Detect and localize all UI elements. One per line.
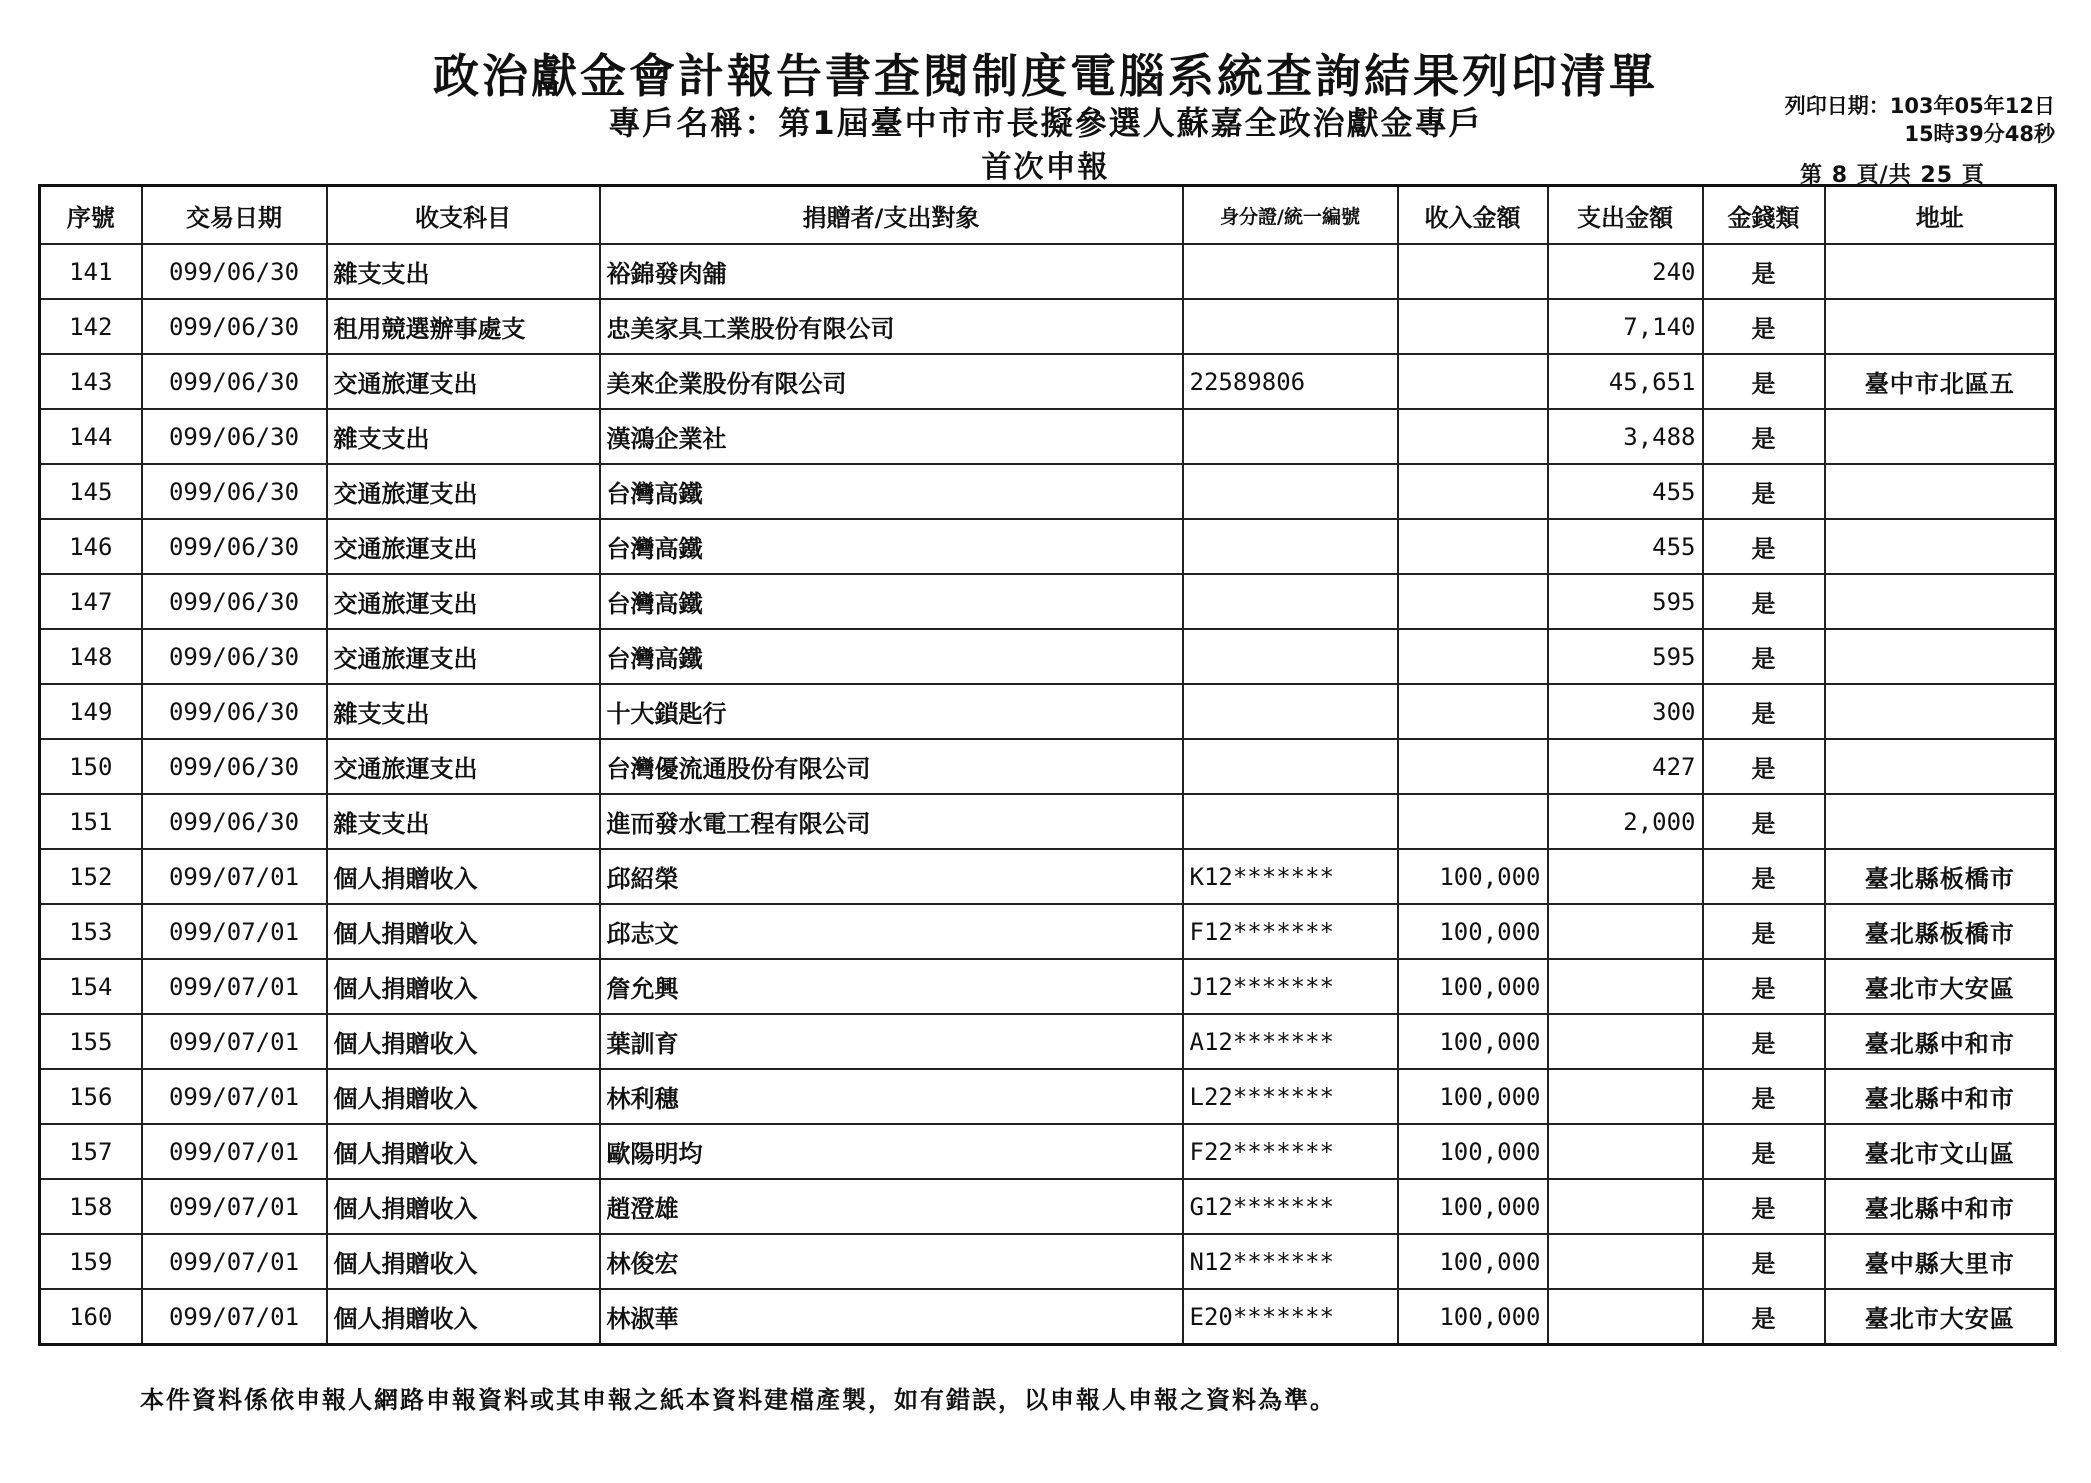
cell-id: N12*******: [1183, 1234, 1398, 1289]
cell-party: 林利穗: [600, 1069, 1183, 1124]
cell-expense: 455: [1548, 519, 1703, 574]
cell-subject: 個人捐贈收入: [327, 1234, 600, 1289]
cell-date: 099/07/01: [142, 1124, 327, 1179]
cell-id: A12*******: [1183, 1014, 1398, 1069]
cell-subject: 租用競選辦事處支: [327, 299, 600, 354]
cell-address: 臺中縣大里市: [1825, 1234, 2056, 1289]
cell-income: 100,000: [1398, 904, 1548, 959]
table-row: [40, 1179, 2056, 1234]
cell-cash: 是: [1703, 1234, 1825, 1289]
cell-seq: 145: [40, 464, 142, 519]
cell-party: 台灣高鐵: [600, 519, 1183, 574]
cell-address: 臺北縣板橋市: [1825, 849, 2056, 904]
cell-expense: 7,140: [1548, 299, 1703, 354]
cell-address: [1825, 519, 2056, 574]
cell-seq: 158: [40, 1179, 142, 1234]
cell-income: [1398, 629, 1548, 684]
table-row: [40, 739, 2056, 794]
cell-income: 100,000: [1398, 1124, 1548, 1179]
ledger-body: [40, 244, 2056, 1345]
cell-date: 099/06/30: [142, 739, 327, 794]
cell-seq: 143: [40, 354, 142, 409]
table-row: [40, 354, 2056, 409]
cell-address: [1825, 684, 2056, 739]
cell-date: 099/06/30: [142, 684, 327, 739]
cell-date: 099/06/30: [142, 574, 327, 629]
cell-income: 100,000: [1398, 1234, 1548, 1289]
cell-address: [1825, 244, 2056, 299]
account-name-line: [0, 98, 2091, 144]
cell-address: 臺北縣板橋市: [1825, 904, 2056, 959]
page-current: 8: [1831, 163, 1848, 188]
cell-subject: 雜支支出: [327, 794, 600, 849]
cell-id: F12*******: [1183, 904, 1398, 959]
cell-address: [1825, 629, 2056, 684]
cell-income: [1398, 519, 1548, 574]
cell-cash: 是: [1703, 849, 1825, 904]
page-mid: 頁/共: [1856, 163, 1912, 188]
table-row: [40, 574, 2056, 629]
cell-seq: 142: [40, 299, 142, 354]
cell-seq: 141: [40, 244, 142, 299]
table-row: [40, 849, 2056, 904]
cell-income: 100,000: [1398, 959, 1548, 1014]
cell-party: 台灣優流通股份有限公司: [600, 739, 1183, 794]
cell-id: [1183, 629, 1398, 684]
col-header-address: 地址: [1825, 186, 2056, 245]
cell-cash: 是: [1703, 1069, 1825, 1124]
cell-address: [1825, 794, 2056, 849]
table-row: [40, 409, 2056, 464]
cell-income: [1398, 794, 1548, 849]
cell-subject: 個人捐贈收入: [327, 959, 600, 1014]
cell-address: 臺中市北區五: [1825, 354, 2056, 409]
table-row: [40, 959, 2056, 1014]
cell-seq: 156: [40, 1069, 142, 1124]
cell-seq: 154: [40, 959, 142, 1014]
cell-expense: 595: [1548, 629, 1703, 684]
cell-seq: 151: [40, 794, 142, 849]
col-header-subject: 收支科目: [327, 186, 600, 245]
cell-cash: 是: [1703, 519, 1825, 574]
cell-subject: 交通旅運支出: [327, 629, 600, 684]
cell-address: [1825, 739, 2056, 794]
cell-expense: [1548, 1179, 1703, 1234]
cell-seq: 146: [40, 519, 142, 574]
cell-seq: 149: [40, 684, 142, 739]
cell-cash: 是: [1703, 684, 1825, 739]
col-header-cash: 金錢類: [1703, 186, 1825, 245]
report-type: 首次申報: [981, 150, 1110, 185]
cell-address: [1825, 464, 2056, 519]
cell-id: [1183, 299, 1398, 354]
table-row: [40, 1234, 2056, 1289]
cell-party: 美來企業股份有限公司: [600, 354, 1183, 409]
cell-address: [1825, 299, 2056, 354]
cell-subject: 交通旅運支出: [327, 519, 600, 574]
col-header-id: 身分證/統一編號: [1183, 186, 1398, 245]
footer-note: 本件資料係依申報人網路申報資料或其申報之紙本資料建檔產製，如有錯誤，以申報人申報之資料為準。: [140, 1386, 1336, 1414]
cell-cash: 是: [1703, 794, 1825, 849]
print-date-line: [1785, 90, 2055, 120]
table-row: [40, 1124, 2056, 1179]
table-row: [40, 299, 2056, 354]
cell-expense: [1548, 904, 1703, 959]
cell-date: 099/06/30: [142, 244, 327, 299]
cell-income: 100,000: [1398, 1179, 1548, 1234]
cell-subject: 雜支支出: [327, 409, 600, 464]
print-time: 15時39分48秒: [1904, 122, 2055, 146]
cell-cash: 是: [1703, 354, 1825, 409]
cell-cash: 是: [1703, 1124, 1825, 1179]
cell-date: 099/07/01: [142, 1234, 327, 1289]
cell-cash: 是: [1703, 904, 1825, 959]
cell-address: 臺北市文山區: [1825, 1124, 2056, 1179]
cell-seq: 159: [40, 1234, 142, 1289]
cell-date: 099/06/30: [142, 409, 327, 464]
cell-cash: 是: [1703, 1289, 1825, 1345]
cell-seq: 144: [40, 409, 142, 464]
col-header-income: 收入金額: [1398, 186, 1548, 245]
cell-expense: 300: [1548, 684, 1703, 739]
cell-party: 邱志文: [600, 904, 1183, 959]
cell-subject: 交通旅運支出: [327, 739, 600, 794]
cell-expense: [1548, 1289, 1703, 1345]
cell-cash: 是: [1703, 739, 1825, 794]
cell-expense: 455: [1548, 464, 1703, 519]
cell-subject: 交通旅運支出: [327, 574, 600, 629]
cell-id: K12*******: [1183, 849, 1398, 904]
print-date: 103年05年12日: [1889, 94, 2055, 118]
cell-date: 099/07/01: [142, 1289, 327, 1345]
cell-address: 臺北市大安區: [1825, 959, 2056, 1014]
cell-date: 099/07/01: [142, 849, 327, 904]
cell-expense: 595: [1548, 574, 1703, 629]
cell-cash: 是: [1703, 1014, 1825, 1069]
cell-expense: [1548, 1069, 1703, 1124]
cell-cash: 是: [1703, 959, 1825, 1014]
cell-seq: 155: [40, 1014, 142, 1069]
col-header-seq: 序號: [40, 186, 142, 245]
cell-id: 22589806: [1183, 354, 1398, 409]
cell-id: G12*******: [1183, 1179, 1398, 1234]
cell-subject: 交通旅運支出: [327, 354, 600, 409]
ledger-table: [38, 184, 2057, 1346]
cell-address: 臺北縣中和市: [1825, 1069, 2056, 1124]
cell-subject: 個人捐贈收入: [327, 1179, 600, 1234]
cell-income: [1398, 574, 1548, 629]
cell-cash: 是: [1703, 574, 1825, 629]
cell-seq: 157: [40, 1124, 142, 1179]
cell-subject: 個人捐贈收入: [327, 904, 600, 959]
cell-seq: 153: [40, 904, 142, 959]
cell-cash: 是: [1703, 1179, 1825, 1234]
cell-income: [1398, 464, 1548, 519]
cell-date: 099/06/30: [142, 794, 327, 849]
page-prefix: 第: [1800, 163, 1824, 188]
cell-subject: 個人捐贈收入: [327, 849, 600, 904]
cell-seq: 150: [40, 739, 142, 794]
cell-date: 099/07/01: [142, 959, 327, 1014]
table-row: [40, 904, 2056, 959]
cell-party: 十大鎖匙行: [600, 684, 1183, 739]
table-row: [40, 1069, 2056, 1124]
cell-seq: 148: [40, 629, 142, 684]
cell-party: 葉訓育: [600, 1014, 1183, 1069]
account-name: 第1屆臺中市市長擬參選人蘇嘉全政治獻金專戶: [778, 104, 1483, 142]
cell-date: 099/06/30: [142, 299, 327, 354]
cell-expense: 45,651: [1548, 354, 1703, 409]
cell-expense: 427: [1548, 739, 1703, 794]
cell-address: 臺北縣中和市: [1825, 1179, 2056, 1234]
cell-date: 099/07/01: [142, 1069, 327, 1124]
cell-expense: 3,488: [1548, 409, 1703, 464]
cell-expense: [1548, 1124, 1703, 1179]
cell-party: 忠美家具工業股份有限公司: [600, 299, 1183, 354]
cell-id: [1183, 409, 1398, 464]
cell-income: [1398, 244, 1548, 299]
cell-party: 裕錦發肉舖: [600, 244, 1183, 299]
cell-seq: 147: [40, 574, 142, 629]
page-suffix: 頁: [1961, 163, 1985, 188]
table-row: [40, 244, 2056, 299]
cell-party: 歐陽明均: [600, 1124, 1183, 1179]
cell-id: [1183, 464, 1398, 519]
cell-id: L22*******: [1183, 1069, 1398, 1124]
cell-income: [1398, 299, 1548, 354]
cell-party: 漢鴻企業社: [600, 409, 1183, 464]
cell-cash: 是: [1703, 299, 1825, 354]
col-header-party: 捐贈者/支出對象: [600, 186, 1183, 245]
cell-subject: 個人捐贈收入: [327, 1014, 600, 1069]
cell-id: [1183, 244, 1398, 299]
cell-party: 台灣高鐵: [600, 629, 1183, 684]
cell-date: 099/07/01: [142, 1179, 327, 1234]
cell-id: [1183, 574, 1398, 629]
table-row: [40, 1289, 2056, 1345]
cell-party: 趙澄雄: [600, 1179, 1183, 1234]
cell-income: [1398, 739, 1548, 794]
cell-party: 詹允興: [600, 959, 1183, 1014]
cell-income: 100,000: [1398, 1289, 1548, 1345]
cell-expense: [1548, 849, 1703, 904]
cell-cash: 是: [1703, 464, 1825, 519]
cell-subject: 雜支支出: [327, 684, 600, 739]
col-header-date: 交易日期: [142, 186, 327, 245]
cell-id: J12*******: [1183, 959, 1398, 1014]
cell-id: F22*******: [1183, 1124, 1398, 1179]
cell-id: [1183, 684, 1398, 739]
cell-income: 100,000: [1398, 1014, 1548, 1069]
cell-income: 100,000: [1398, 1069, 1548, 1124]
cell-id: E20*******: [1183, 1289, 1398, 1345]
cell-expense: [1548, 1234, 1703, 1289]
cell-expense: 2,000: [1548, 794, 1703, 849]
cell-cash: 是: [1703, 409, 1825, 464]
cell-income: [1398, 684, 1548, 739]
table-row: [40, 519, 2056, 574]
cell-seq: 160: [40, 1289, 142, 1345]
cell-id: [1183, 739, 1398, 794]
cell-expense: [1548, 959, 1703, 1014]
table-row: [40, 794, 2056, 849]
cell-income: [1398, 354, 1548, 409]
table-row: [40, 629, 2056, 684]
cell-address: 臺北市大安區: [1825, 1289, 2056, 1345]
cell-date: 099/06/30: [142, 629, 327, 684]
cell-party: 林俊宏: [600, 1234, 1183, 1289]
report-title: 政治獻金會計報告書查閱制度電腦系統查詢結果列印清單: [433, 49, 1658, 103]
cell-party: 台灣高鐵: [600, 574, 1183, 629]
cell-date: 099/07/01: [142, 904, 327, 959]
table-row: [40, 464, 2056, 519]
cell-subject: 個人捐贈收入: [327, 1124, 600, 1179]
cell-cash: 是: [1703, 244, 1825, 299]
cell-subject: 個人捐贈收入: [327, 1289, 600, 1345]
print-date-label: 列印日期：: [1784, 94, 1890, 118]
cell-party: 台灣高鐵: [600, 464, 1183, 519]
cell-date: 099/06/30: [142, 519, 327, 574]
cell-date: 099/07/01: [142, 1014, 327, 1069]
table-header-row: [40, 186, 2056, 245]
cell-expense: 240: [1548, 244, 1703, 299]
cell-party: 林淑華: [600, 1289, 1183, 1345]
cell-party: 邱紹榮: [600, 849, 1183, 904]
cell-subject: 個人捐贈收入: [327, 1069, 600, 1124]
cell-id: [1183, 794, 1398, 849]
cell-subject: 交通旅運支出: [327, 464, 600, 519]
table-row: [40, 1014, 2056, 1069]
account-label: 專戶名稱：: [608, 104, 779, 142]
cell-party: 進而發水電工程有限公司: [600, 794, 1183, 849]
page-total: 25: [1920, 163, 1954, 188]
cell-income: 100,000: [1398, 849, 1548, 904]
cell-date: 099/06/30: [142, 354, 327, 409]
cell-cash: 是: [1703, 629, 1825, 684]
cell-id: [1183, 519, 1398, 574]
table-row: [40, 684, 2056, 739]
cell-income: [1398, 409, 1548, 464]
cell-address: [1825, 574, 2056, 629]
cell-date: 099/06/30: [142, 464, 327, 519]
col-header-expense: 支出金額: [1548, 186, 1703, 245]
cell-seq: 152: [40, 849, 142, 904]
cell-address: 臺北縣中和市: [1825, 1014, 2056, 1069]
cell-address: [1825, 409, 2056, 464]
cell-expense: [1548, 1014, 1703, 1069]
cell-subject: 雜支支出: [327, 244, 600, 299]
